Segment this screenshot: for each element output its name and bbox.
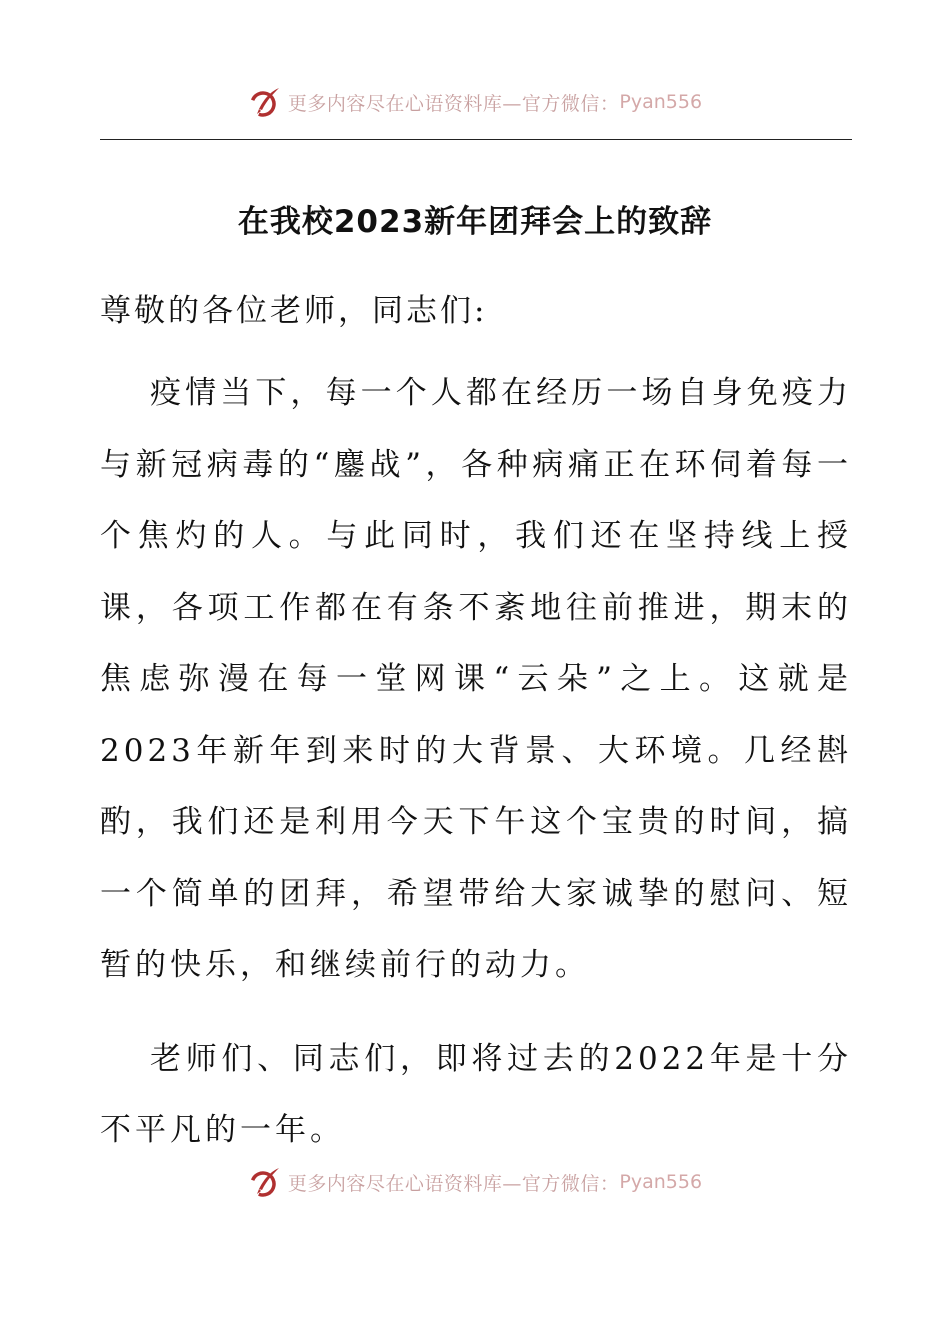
- paragraph-1: 疫情当下，每一个人都在经历一场自身免疫力与新冠病毒的“鏖战”，各种病痛正在环伺着每一个焦灼的人。与此同时，我们还在坚持线上授课，各项工作都在有条不紊地往前推进，期末的焦虑弥漫在每一堂网课“云朵”之上。这就是2023年新年到来时的大背景、大环境。几经斟酌，我们还是利用今天下午这个宝贵的时间，搞一个简单的团拜，希望带给大家诚挚的慰问、短暂的快乐，和继续前行的动力。: [100, 375, 852, 983]
- quill-pen-logo-icon: [248, 1165, 282, 1199]
- footer-wechat-id: Pyan556: [619, 1171, 703, 1193]
- header-wechat-id: Pyan556: [619, 91, 703, 113]
- quill-pen-logo-icon: [248, 85, 282, 119]
- document-title: 在我校2023新年团拜会上的致辞: [237, 204, 713, 240]
- salutation: 尊敬的各位老师，同志们:: [100, 293, 488, 329]
- footer-banner-text: 更多内容尽在心语资料库—官方微信：: [287, 1172, 620, 1195]
- header-divider: [100, 139, 852, 140]
- header-banner: [0, 80, 950, 124]
- paragraph-2: 老师们、同志们，即将过去的2022年是十分不平凡的一年。: [100, 1040, 852, 1148]
- document-body: [100, 286, 852, 1167]
- footer-banner: [0, 1160, 950, 1204]
- header-banner-text: 更多内容尽在心语资料库—官方微信：: [287, 92, 620, 115]
